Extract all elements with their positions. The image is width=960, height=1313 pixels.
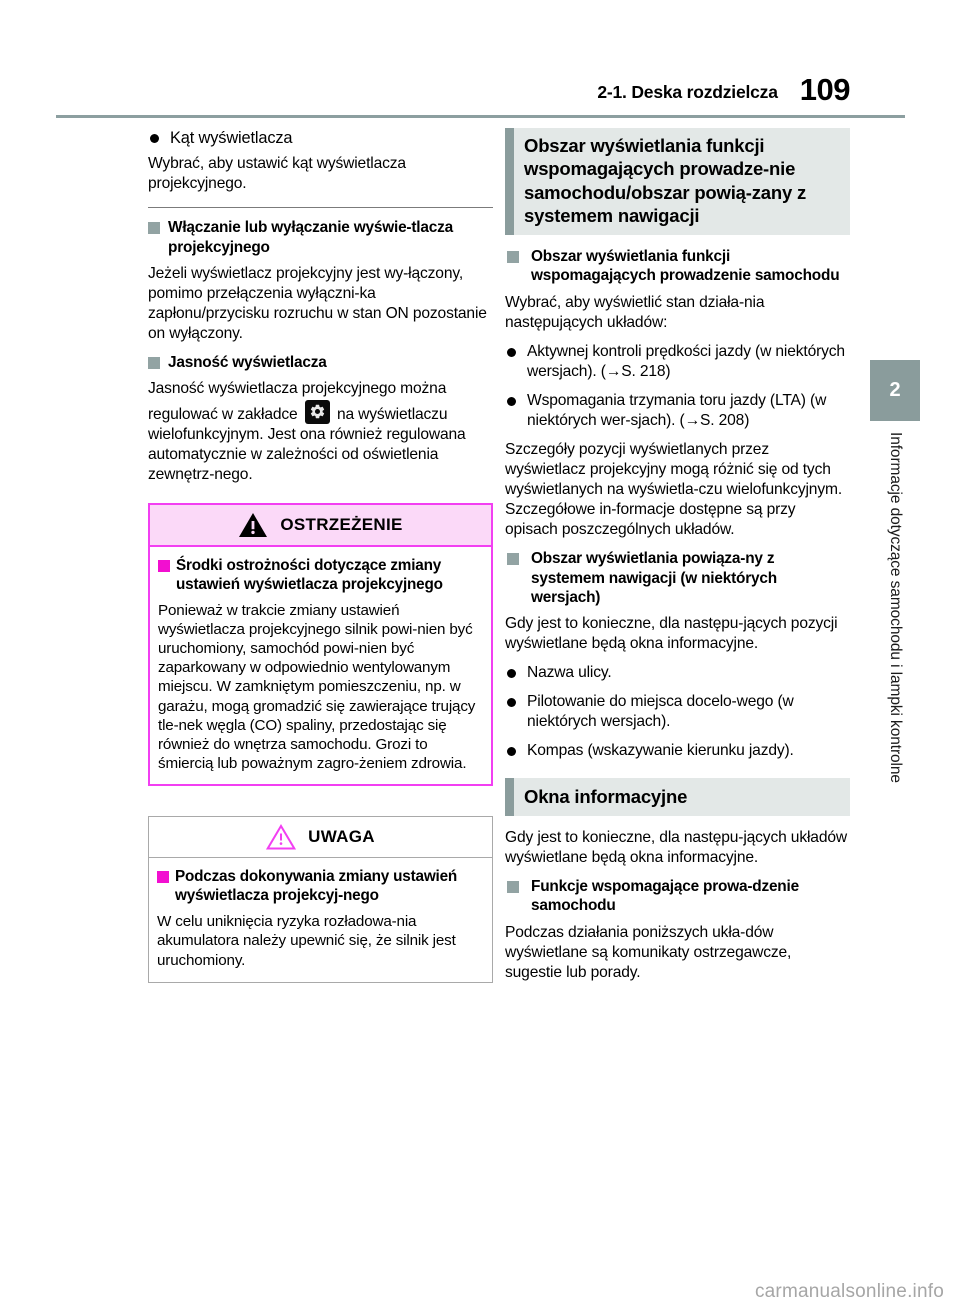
chapter-thumb-label — [870, 432, 920, 902]
brightness-text — [148, 379, 493, 484]
page-number: 109 — [799, 72, 850, 107]
hud-onoff-text: Jeżeli wyświetlacz projekcyjny jest wy-łączony, pomimo przełączenia wyłączni-ka zapłonu/przycisku rozruchu w stan ON pozostanie on wyłączony. — [148, 264, 487, 343]
notice-triangle-icon — [266, 824, 296, 850]
section-header-info-windows — [505, 778, 850, 816]
brightness-text-before: Jasność wyświetlacza projekcyjnego można regulować w zakładce — [148, 380, 447, 423]
gear-icon — [305, 400, 330, 424]
list-item: Wspomagania trzymania toru jazdy (LTA) (w niektórych wer-sjach). (→S. 208) — [505, 391, 850, 431]
driving-assist-intro: Wybrać, aby wyświetlić stan działa-nia następujących układów: — [505, 293, 765, 331]
warning-box-title: OSTRZEŻENIE — [280, 514, 403, 534]
display-angle-heading: Kąt wyświetlacza — [148, 128, 493, 149]
section-divider — [148, 207, 493, 208]
info-windows-intro: Gdy jest to konieczne, dla następu-jących układów wyświetlane będą okna informacyjne. — [505, 828, 847, 867]
subheading-driving-assist-area: Obszar wyświetlania funkcji wspomagających prowadzenie samochodu — [505, 247, 850, 286]
notice-heading: Podczas dokonywania zmiany ustawień wyświetlacza projekcyj-nego — [157, 867, 482, 906]
chapter-number: 2 — [889, 379, 901, 401]
warning-heading: Środki ostrożności dotyczące zmiany ustawień wyświetlacza projekcyjnego — [158, 556, 481, 595]
page-header — [0, 72, 960, 118]
list-item: Nazwa ulicy. — [505, 663, 850, 683]
footer-watermark: carmanualsonline.info — [754, 1281, 944, 1302]
list-item: Pilotowanie do miejsca docelo-wego (w niektórych wersjach). — [505, 692, 850, 732]
chapter-thumb-tab — [870, 360, 920, 421]
brightness-text-after: na wyświetlaczu wielofunkcyjnym. Jest ona również regulowana automatycznie w zależności od oświetlenia zewnętrz-nego. — [148, 405, 466, 483]
driving-assist-functions-paragraph: Podczas działania poniższych ukła-dów wyświetlane są komunikaty ostrzegawcze, sugestie lub porady. — [505, 923, 792, 981]
section-header-hud-areas — [505, 128, 850, 235]
list-item: Aktywnej kontroli prędkości jazdy (w niektórych wersjach). (→S. 218) — [505, 342, 850, 382]
breadcrumb-chapter: 2-1. Deska rozdzielcza — [597, 82, 778, 102]
notice-box-title: UWAGA — [308, 826, 375, 846]
chapter-title-vertical: Informacje dotyczące samochodu i lampki kontrolne — [887, 432, 904, 783]
notice-box-body — [149, 858, 492, 982]
subheading-hud-onoff: Włączanie lub wyłączanie wyświe-tlacza projekcyjnego — [148, 218, 493, 257]
section-accent-bar — [505, 128, 514, 235]
driving-assist-paragraph: Szczegóły pozycji wyświetlanych przez wyświetlacz projekcyjny mogą różnić się od tych wyświetlanych na wyświetla-czu wielofunkcyjnym. Szczegółowe in-formacje dostępne są przy opisach poszczególnych układów. — [505, 440, 842, 539]
subheading-brightness: Jasność wyświetlacza — [148, 353, 493, 372]
warning-box-header — [150, 505, 491, 547]
header-inner — [597, 72, 850, 107]
left-column — [148, 128, 493, 983]
warning-box — [148, 503, 493, 786]
notice-text: W celu uniknięcia ryzyka rozładowa-nia akumulatora należy upewnić się, że silnik jest uruchomiony. — [157, 913, 456, 969]
notice-box — [148, 816, 493, 983]
section-accent-bar — [505, 778, 514, 816]
right-column — [505, 128, 850, 992]
warning-box-body — [150, 547, 491, 784]
section-header-title: Okna informacyjne — [524, 785, 688, 807]
section-header-title: Obszar wyświetlania funkcji wspomagających prowadze-nie samochodu/obszar powią-zany z systemem nawigacji — [524, 135, 807, 227]
notice-box-header — [149, 817, 492, 858]
display-angle-text: Wybrać, aby ustawić kąt wyświetlacza projekcyjnego. — [148, 155, 406, 193]
header-divider — [56, 115, 905, 118]
subheading-navigation-area: Obszar wyświetlania powiąza-ny z systemem nawigacji (w niektórych wersjach) — [505, 549, 850, 607]
warning-text: Ponieważ w trakcie zmiany ustawień wyświetlacza projekcyjnego silnik powi-nien być uruchomiony, samochód powi-nien być zaparkowany w odpowiednio wentylowanym miejscu. W zamkniętym pomieszczeniu, np. w garażu, mogą gromadzić się zawierające trujący tle-nek węgla (CO) spaliny, przedostając się również do wnętrza samochodu. Grozi to śmiercią lub poważnym zagro-żeniem zdrowia. — [158, 602, 476, 772]
navigation-intro: Gdy jest to konieczne, dla następu-jących pozycji wyświetlane będą okna informacyjne. — [505, 615, 838, 653]
subheading-driving-assist-functions: Funkcje wspomagające prowa-dzenie samochodu — [505, 877, 850, 916]
list-item: Kompas (wskazywanie kierunku jazdy). — [505, 741, 850, 761]
warning-triangle-icon — [238, 512, 268, 538]
